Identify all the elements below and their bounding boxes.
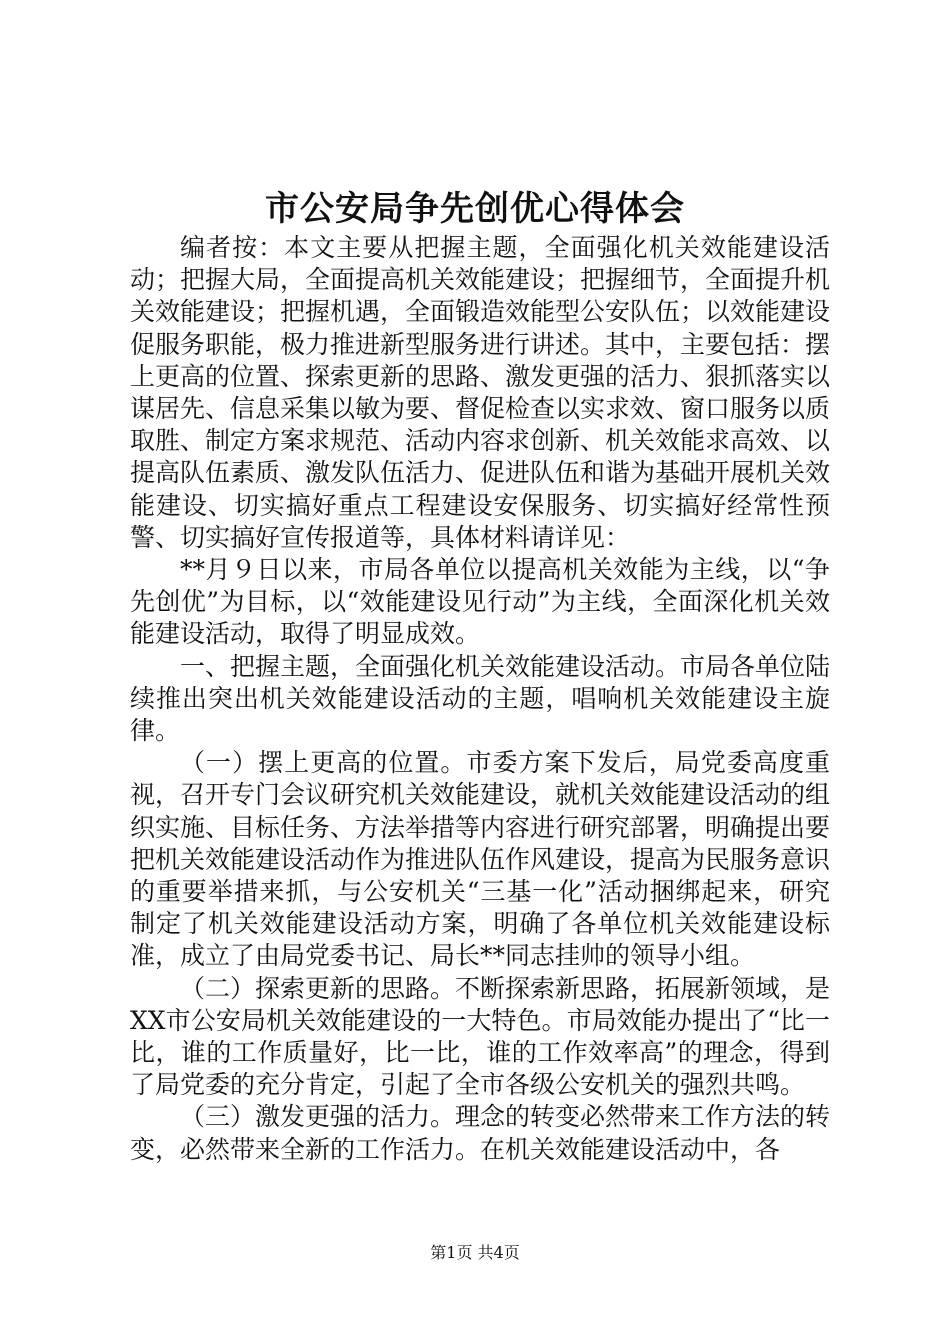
intro-paragraph: **月９日以来，市局各单位以提高机关效能为主线，以“争先创优”为目标，以“效能建设见行动”为主线，全面深化机关效能建设活动，取得了明显成效。 [130,555,830,649]
subsection-two-paragraph: （二）探索更新的思路。不断探索新思路，拓展新领域，是XX市公安局机关效能建设的一大特色。市局效能办提出了“比一比，谁的工作质量好，比一比，谁的工作效率高”的理念，得到了局党委的充分肯定，引起了全市各级公安机关的强烈共鸣。 [130,973,831,1100]
section-one-paragraph: 一、把握主题，全面强化机关效能建设活动。市局各单位陆续推出突出机关效能建设活动的主题，唱响机关效能建设主旋律。 [130,651,831,746]
page-footer: 第1页 共4页 [430,1243,520,1262]
editor-note-paragraph: 编者按：本文主要从把握主题，全面强化机关效能建设活动；把握大局，全面提高机关效能建设；把握细节，全面提升机关效能建设；把握机遇，全面锻造效能型公安队伍；以效能建设促服务职能，极力推进新型服务进行讲述。其中，主要包括：摆上更高的位置、探索更新的思路、激发更强的活力、狠抓落实以谋居先、信息采集以敏为要、督促检查以实求效、窗口服务以质取胜、制定方案求规范、活动内容求创新、机关效能求高效、以提高队伍素质、激发队伍活力、促进队伍和谐为基础开展机关效能建设、切实搞好重点工程建设安保服务、切实搞好经常性预警、切实搞好宣传报道等，具体材料请详见： [130,233,831,552]
subsection-three-paragraph: （三）激发更强的活力。理念的转变必然带来工作方法的转变，必然带来全新的工作活力。在机关效能建设活动中，各 [130,1102,831,1164]
subsection-one-paragraph: （一）摆上更高的位置。市委方案下发后，局党委高度重视，召开专门会议研究机关效能建设，就机关效能建设活动的组织实施、目标任务、方法举措等内容进行研究部署，明确提出要把机关效能建设活动作为推进队伍作风建设，提高为民服务意识的重要举措来抓，与公安机关“三基一化”活动捆绑起来，研究制定了机关效能建设活动方案，明确了各单位机关效能建设标准，成立了由局党委书记、局长**同志挂帅的领导小组。 [130,748,831,971]
document-title: 市公安局争先创优心得体会 [265,189,685,229]
document-body [130,232,830,1166]
